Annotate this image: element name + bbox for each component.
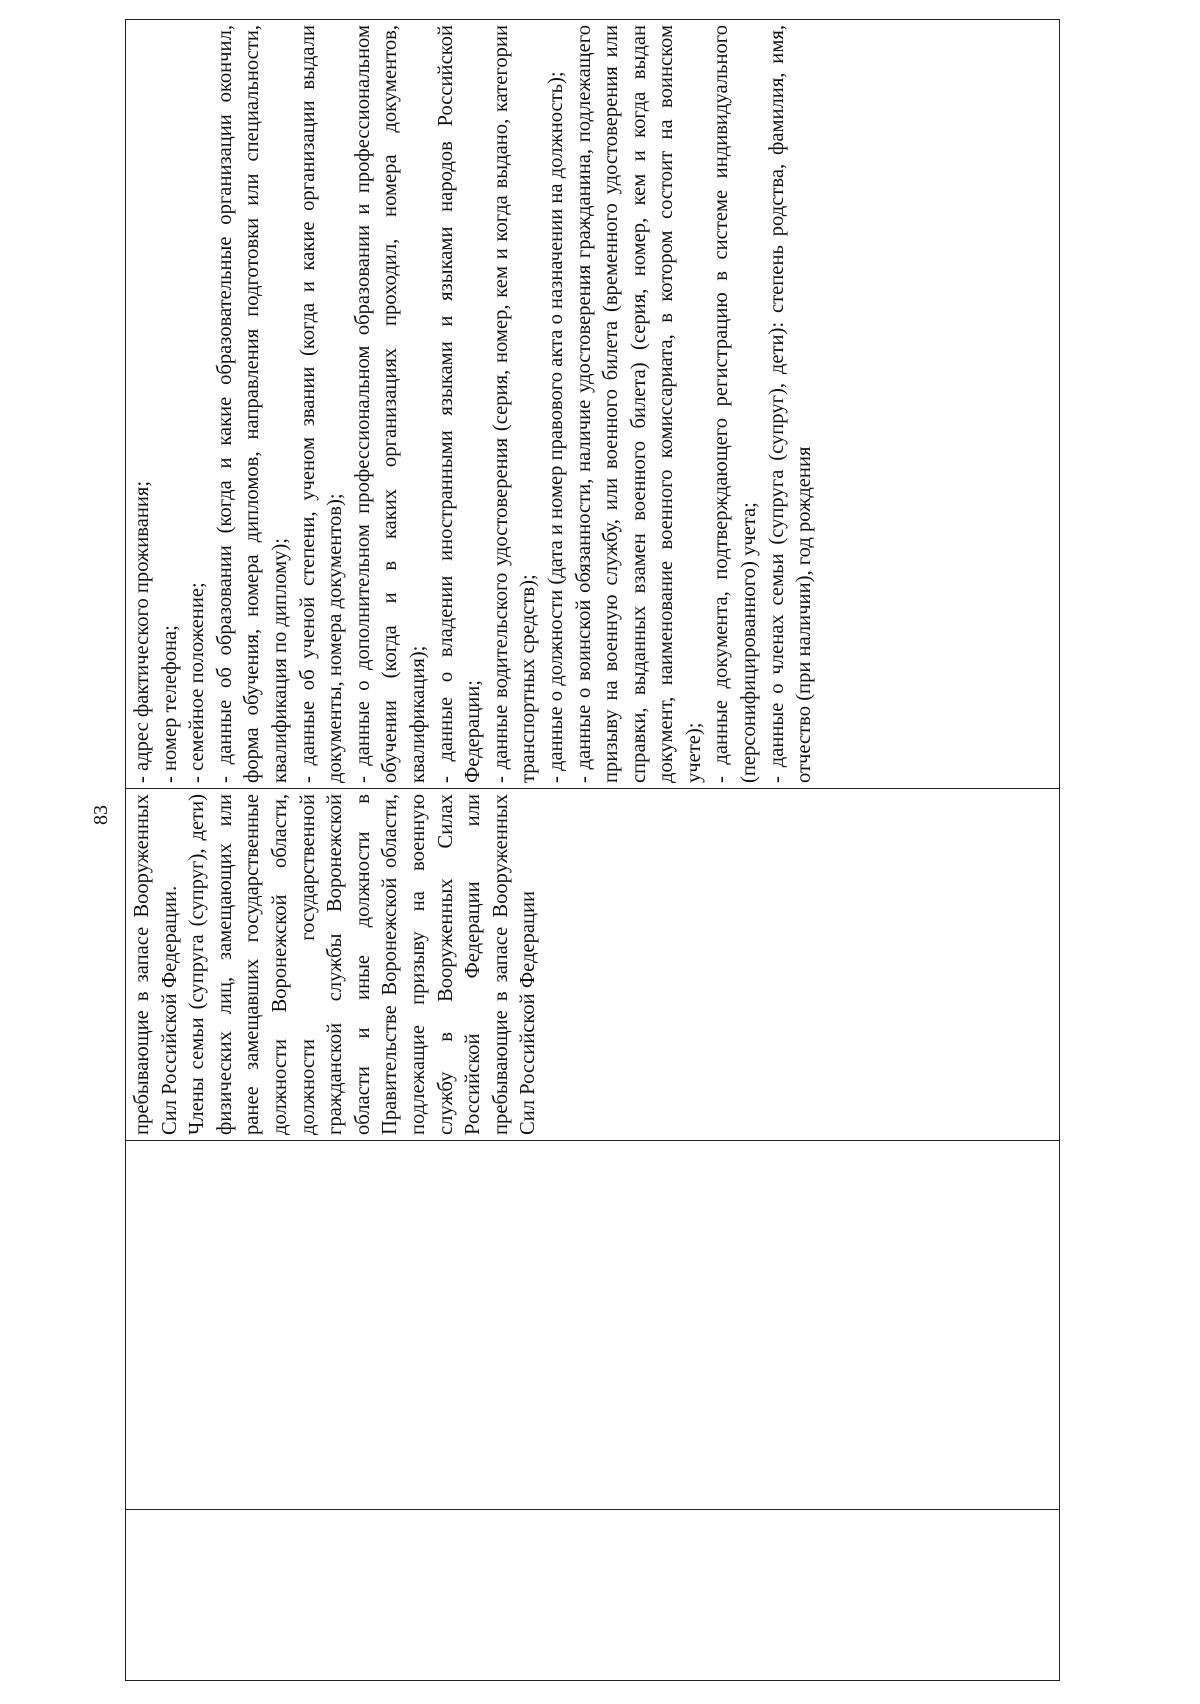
cell-col2: [126, 1141, 1060, 1510]
list-item: - данные о владении иностранными языками и языками народов Российской Федерации;: [434, 25, 485, 783]
list-item: - данные об ученой степени, ученом звании (когда и какие организации выдали документы, номера документов);: [296, 25, 347, 783]
list-item: - адрес фактического проживания;: [131, 480, 153, 783]
subject-text-2: Члены семьи (супруга (супруг), дети) физических лиц, замещающих или ранее замещавших государственные должности Воронежской области, должности государственной гражданской службы Воронежской области и иные должности в Правительстве Воронежской области, подлежащие призыву на военную службу в Вооруженных Силах Российской Федерации или пребывающие в запасе Вооруженных Сил Российской Федерации: [186, 794, 540, 1135]
cell-col4: [126, 20, 1060, 789]
list-item: - данные о должности (дата и номер правового акта о назначении на должность);: [544, 71, 567, 783]
list-item: - данные о членах семьи (супруга (супруг), дети): степень родства, фамилия, имя, отчество (при наличии), год рождения: [765, 25, 816, 783]
subject-text-1: пребывающие в запасе Вооруженных Сил Российской Федерации.: [131, 794, 181, 1135]
table-row: [126, 20, 1060, 1681]
cell-col3: [126, 789, 1060, 1141]
list-item: - данные о дополнительном профессиональном образовании и профессиональном обучении (когда и в каких организациях проходил, номера документов, квалификация);: [351, 25, 429, 783]
page-number: 83: [90, 805, 112, 825]
rotated-table-container: [125, 20, 1060, 1681]
cell-col1: [126, 1510, 1060, 1681]
list-item: - данные об образовании (когда и какие образовательные организации окончил, форма обучения, номера дипломов, направления подготовки или специальности, квалификация по диплому);: [213, 25, 291, 783]
list-item: - номер телефона;: [158, 625, 181, 783]
data-table: [125, 19, 1060, 1681]
list-item: - данные водительского удостоверения (серия, номер, кем и когда выдано, категории транспортных средств);: [489, 25, 540, 783]
list-item: - данные о воинской обязанности, наличие удостоверения гражданина, подлежащего призыву на военную службу, или военного билета (временного удостоверения или справки, выданных взамен военного билета) (серия, номер, кем и когда выдан документ, наименование военного комиссариата, в котором состоит на воинском учете);: [572, 25, 705, 783]
list-item: - семейное положение;: [186, 582, 209, 783]
list-item: - данные документа, подтверждающего регистрацию в системе индивидуального (персонифицированного) учета;: [710, 25, 761, 783]
